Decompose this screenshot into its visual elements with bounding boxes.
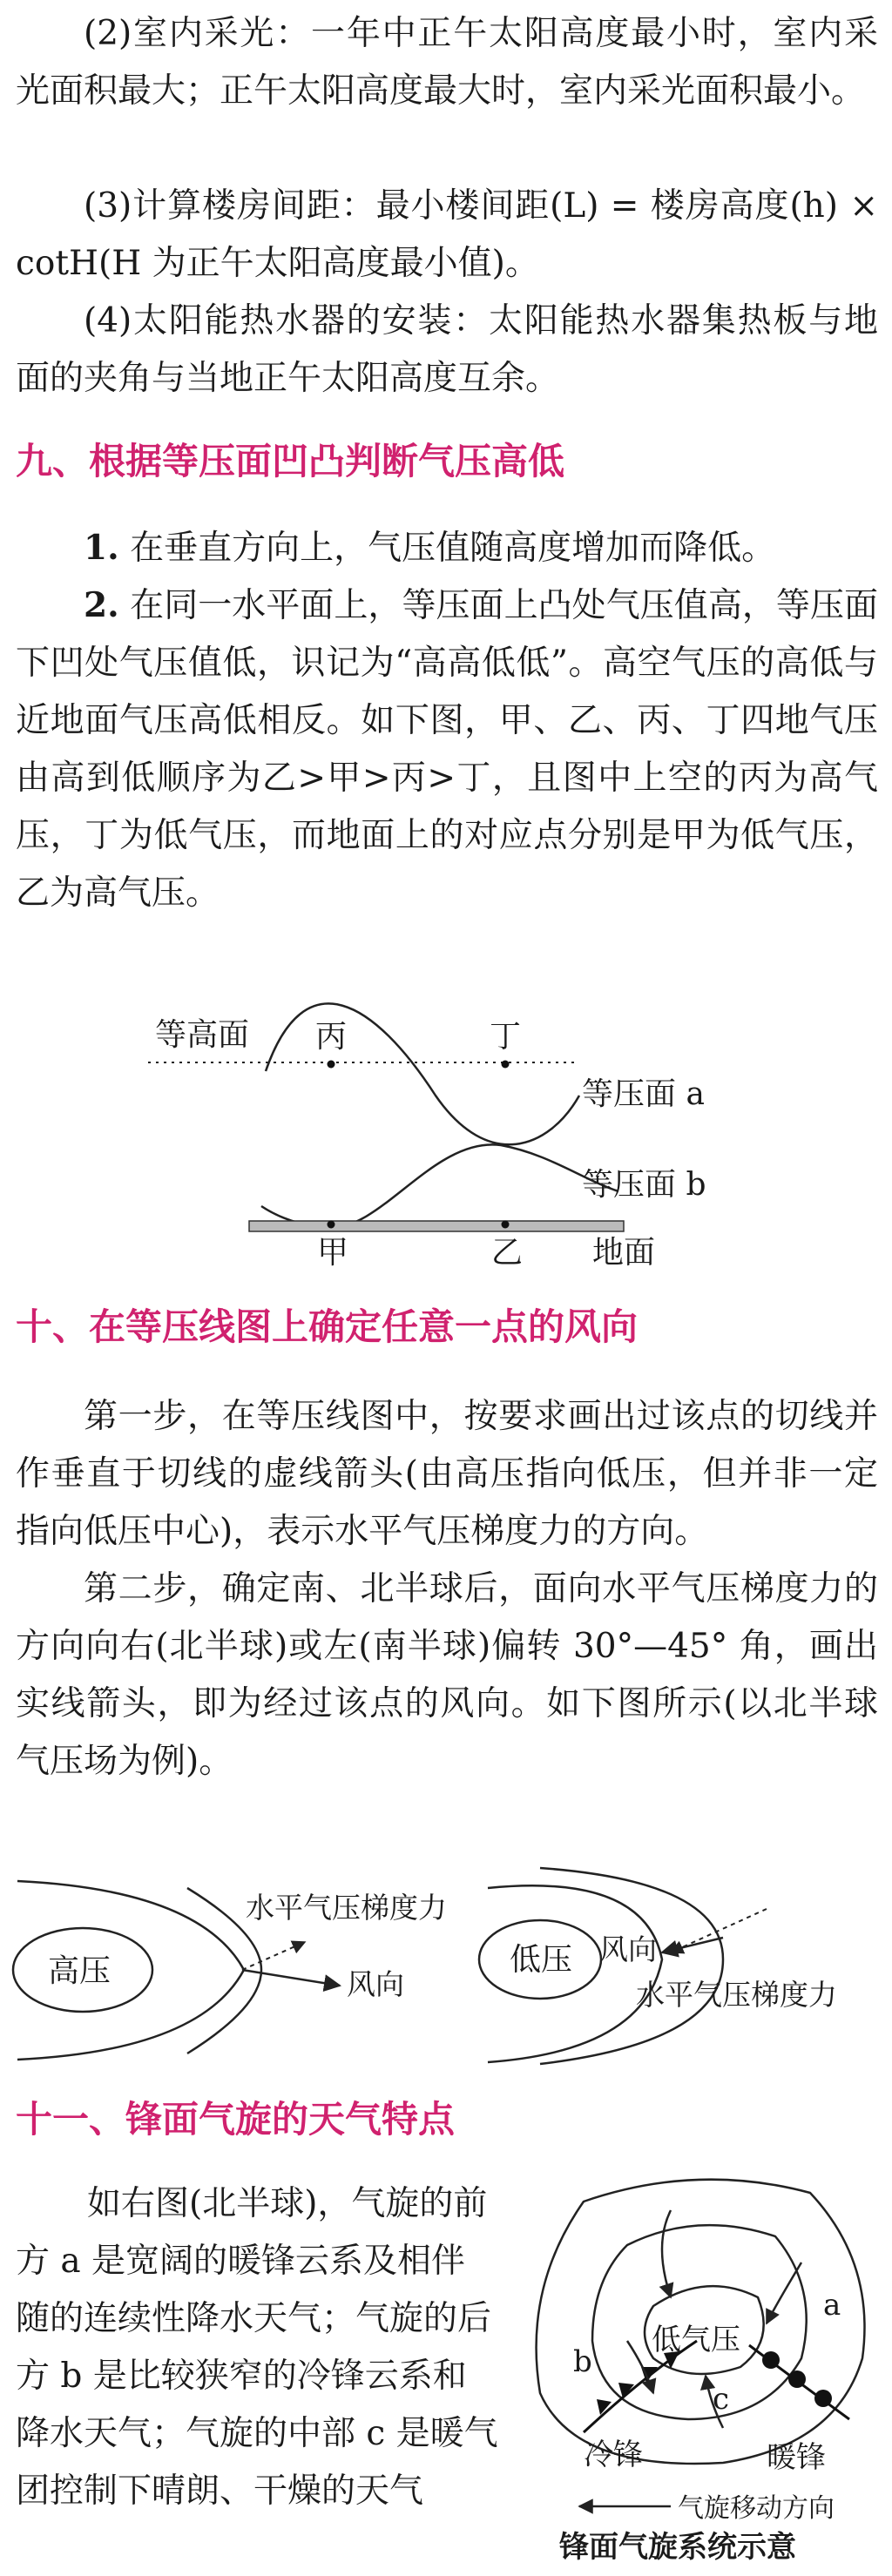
section-11-line-5: 降水天气；气旋的中部 c 是暖气 (16, 2414, 498, 2453)
region-a-label: a (823, 2288, 841, 2323)
point-ding-dot (502, 1061, 510, 1069)
isobar-b-curve (261, 1144, 618, 1228)
isobar-a-label: 等压面 a (582, 1076, 705, 1112)
section-9-point-2 (16, 577, 878, 922)
section-11-line-6: 团控制下晴朗、干燥的天气 (16, 2471, 424, 2511)
section-11-line-2: 方 a 是宽阔的暖锋云系及相伴 (16, 2242, 466, 2281)
pgf-label-right: 水平气压梯度力 (636, 1978, 837, 2012)
point-jia-dot (328, 1221, 335, 1229)
section-11-heading: 十一、锋面气旋的天气特点 (16, 2098, 456, 2141)
section-11-line-4: 方 b 是比较狭窄的冷锋云系和 (16, 2357, 467, 2396)
low-pressure-label: 低压 (510, 1942, 573, 1978)
section-10-step-1: 第一步，在等压线图中，按要求画出过该点的切线并作垂直于切线的虚线箭头(由高压指向低压，但并非一定指向低压中心)，表示水平气压梯度力的方向。 (16, 1397, 878, 1551)
region-b-label: b (573, 2344, 592, 2379)
ground-label: 地面 (592, 1235, 656, 1271)
isobaric-surface-diagram (0, 993, 892, 1289)
section-10-step-2: 第二步，确定南、北半球后，面向水平气压梯度力的方向向右(北半球)或左(南半球)偏转 30°—45° 角，画出实线箭头，即为经过该点的风向。如下图所示(以北半球气压场为例)。 (16, 1569, 878, 1781)
cold-front-label: 冷锋 (584, 2438, 643, 2472)
airflow-arrow-1 (662, 2210, 671, 2297)
section-9-heading: 九、根据等压面凹凸判断气压高低 (16, 440, 565, 482)
airflow-arrow-2 (767, 2262, 801, 2323)
ground-surface (249, 1221, 624, 1231)
region-c-label: c (713, 2382, 730, 2417)
cyclone-outer-isobar (537, 2180, 865, 2464)
isobar-a-curve (266, 1003, 579, 1144)
point-1-number: 1. (84, 528, 119, 568)
section-9-point-1 (16, 519, 878, 577)
pgf-arrow-left (242, 1942, 305, 1970)
wind-arrow-left (242, 1970, 340, 1986)
section-11-line-3: 随的连续性降水天气；气旋的后 (16, 2299, 492, 2338)
warm-front-label: 暖锋 (767, 2440, 826, 2475)
item-2-daylighting: (2)室内采光：一年中正午太阳高度最小时，室内采光面积最大；正午太阳高度最大时，室内采光面积最小。 (16, 14, 878, 111)
wind-arrow-right (662, 1938, 723, 1952)
point-yi-label: 乙 (491, 1235, 524, 1271)
item-4-solar-heater: (4)太阳能热水器的安装：太阳能热水器集热板与地面的夹角与当地正午太阳高度互余。 (16, 301, 878, 398)
high-pressure-label: 高压 (48, 1953, 112, 1989)
point-ding-label: 丁 (490, 1019, 522, 1055)
point-2-number: 2. (84, 585, 119, 625)
cyclone-movement-label: 气旋移动方向 (678, 2493, 835, 2524)
point-jia-label: 甲 (317, 1235, 349, 1271)
wind-direction-diagram (0, 1855, 892, 2081)
wind-label-right: 风向 (599, 1932, 657, 1966)
point-bing-dot (328, 1061, 335, 1069)
low-pressure-center-label: 低气压 (652, 2323, 740, 2357)
frontal-cyclone-diagram (523, 2167, 880, 2567)
section-11-line-1: 如右图(北半球)，气旋的前 (87, 2184, 488, 2223)
item-3-building-spacing: (3)计算楼房间距：最小楼间距(L) = 楼房高度(h) × cotH(H 为正午太阳高度最小值)。 (16, 186, 878, 283)
pgf-label-left: 水平气压梯度力 (246, 1891, 447, 1925)
wind-label-left: 风向 (347, 1967, 404, 2001)
level-surface-label: 等高面 (155, 1017, 250, 1053)
point-yi-dot (502, 1221, 510, 1229)
point-bing-label: 丙 (315, 1019, 348, 1055)
section-10-heading: 十、在等压线图上确定任意一点的风向 (16, 1305, 639, 1348)
point-1-text: 在垂直方向上，气压值随高度增加而降低。 (118, 529, 776, 568)
point-2-text: 在同一水平面上，等压面上凸处气压值高，等压面下凹处气压值低，识记为“高高低低”。高空气压的高低与近地面气压高低相反。如下图，甲、乙、丙、丁四地气压由高到低顺序为乙>甲>丙>丁，且图中上空的丙为高气压，丁为低气压，而地面上的对应点分别是甲为低气压，乙为高气压。 (16, 586, 878, 913)
cyclone-figure-caption: 锋面气旋系统示意 (559, 2530, 796, 2565)
isobar-b-label: 等压面 b (582, 1167, 706, 1203)
